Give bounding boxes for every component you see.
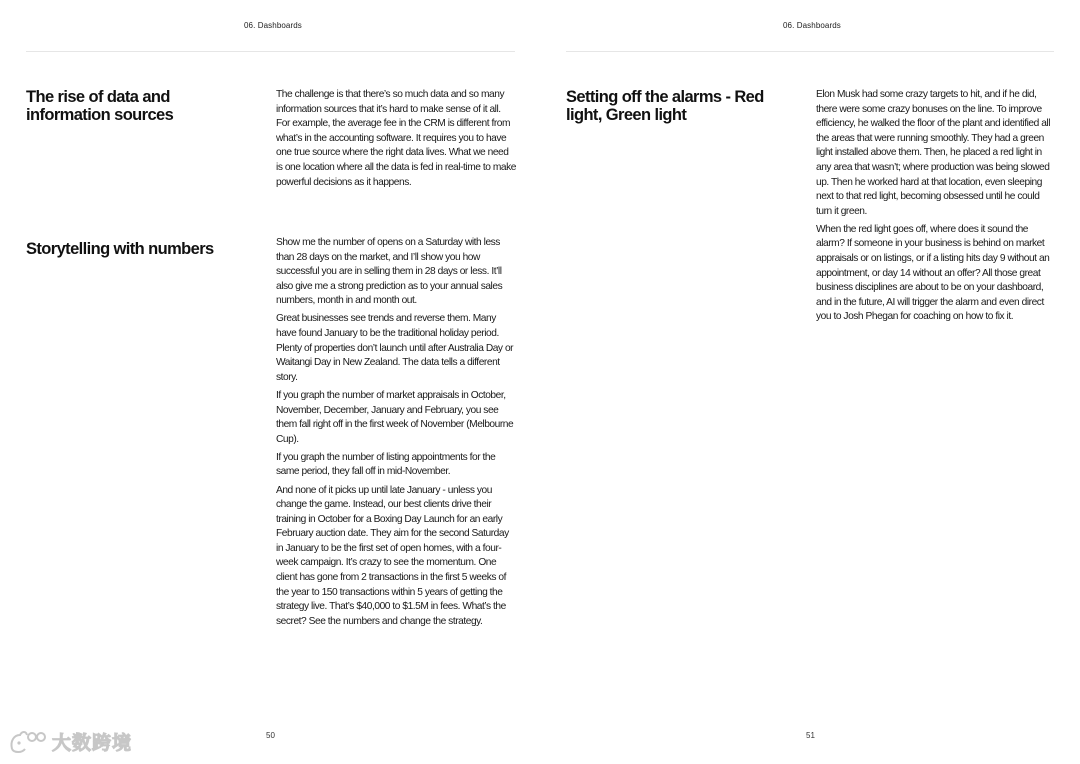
- paragraph: The challenge is that there’s so much data and so many information sources that it’s hard to make sense of it all. For example, the average fee in the CRM is different from what’s in the accounting software. It requires you to have one true source where the right data lives. What we need is one location where all the data is fed in real-time to make powerful decisions as it happens.: [276, 89, 516, 188]
- watermark-text: 大数跨境: [52, 732, 133, 754]
- right-page: [540, 0, 1080, 764]
- paragraph: Elon Musk had some crazy targets to hit, and if he did, there were some crazy bonuses on the line. To improve efficiency, he walked the floor of the plant and identified all the areas that were running smoothly. They had a green light installed above them. Then, he placed a red light in any area that wasn’t; where production was being slowed up. Then he worked hard at that location, even sleeping next to that red light, becoming obsessed until he could turn it green.: [816, 89, 1051, 217]
- running-header: 06. Dashboards: [783, 21, 841, 30]
- watermark: [8, 728, 132, 755]
- cat-face-logo-icon: [8, 729, 48, 755]
- header-divider: [566, 51, 1054, 52]
- section-body-storytelling: [276, 236, 516, 633]
- paragraph: Show me the number of opens on a Saturday with less than 28 days on the market, and I’ll show you how successful you are in selling them in 28 days or less. It’ll also give me a strong prediction as to your annual sales numbers, month in and month out.: [276, 237, 503, 307]
- section-body-alarms: [816, 88, 1056, 329]
- paragraph: When the red light goes off, where does it sound the alarm? If someone in your business is behind on market appraisals or on listings, or if a listing hits day 9 without an appointment, or day 14 without an offer? All those great business disciplines are about to be on your dashboard, and in the future, AI will trigger the alarm and even direct you to Josh Phegan for coaching on how to fix it.: [816, 223, 1050, 323]
- page-number: 51: [806, 731, 815, 740]
- section-body-data-sources: [276, 88, 516, 194]
- section-title-data-sources: The rise of data and information sources: [26, 88, 174, 124]
- paragraph: Great businesses see trends and reverse them. Many have found January to be the traditional holiday period. Plenty of properties don’t launch until after Australia Day or Waitangi Day in New Zealand. The data tells a different story.: [276, 313, 514, 383]
- paragraph: And none of it picks up until late January - unless you change the game. Instead, our best clients drive their training in October for a Boxing Day Launch for an early February auction date. They aim for the second Saturday in January to be the first set of open homes, with a four-week campaign. It’s crazy to see the momentum. One client has gone from 2 transactions in the first 5 weeks of the year to 150 transactions within 5 years of getting the strategy live. That’s $40,000 to $1.5M in fees. What’s the secret? See the numbers and change the strategy.: [276, 484, 509, 627]
- section-title-storytelling: Storytelling with numbers: [26, 240, 214, 258]
- page-number: 50: [266, 731, 275, 740]
- section-title-alarms: Setting off the alarms - Red light, Green light: [566, 88, 764, 124]
- paragraph: If you graph the number of listing appointments for the same period, they fall off in mid-November.: [276, 451, 496, 478]
- paragraph: If you graph the number of market appraisals in October, November, December, January and February, you see them fall right off in the first week of November (Melbourne Cup).: [276, 389, 514, 445]
- running-header: 06. Dashboards: [244, 21, 302, 30]
- header-divider: [26, 51, 515, 52]
